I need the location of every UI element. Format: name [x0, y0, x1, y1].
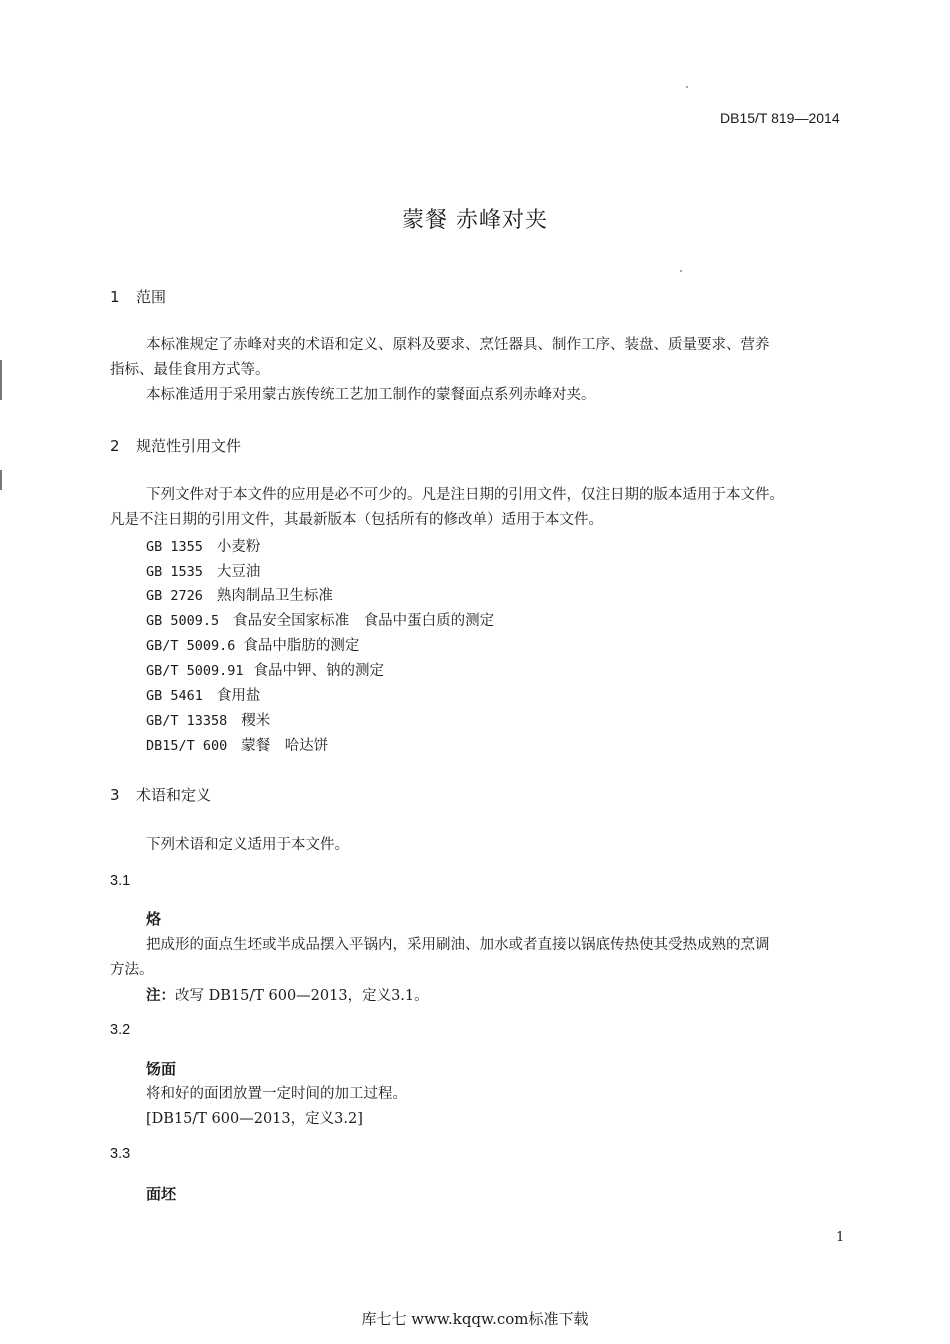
- reference-item: [146, 609, 494, 630]
- reference-title: 蒙餐 哈达饼: [241, 738, 329, 754]
- section-1-heading: [110, 286, 166, 307]
- scan-edge-mark: [0, 470, 2, 490]
- reference-code: GB/T 13358: [146, 713, 228, 729]
- term-number: 3.2: [110, 1022, 131, 1038]
- reference-code: GB 1535: [146, 564, 203, 580]
- section-title: 规范性引用文件: [136, 437, 242, 455]
- reference-title: 大豆油: [216, 564, 261, 580]
- term-source: [DB15/T 600—2013，定义3.2]: [146, 1111, 363, 1127]
- paragraph: 下列文件对于本文件的应用是必不可少的。凡是注日期的引用文件，仅注日期的版本适用于本文件。: [146, 487, 784, 503]
- reference-item: [146, 659, 384, 680]
- standard-number: DB15/T 819—2014: [720, 110, 840, 126]
- section-title: 术语和定义: [136, 786, 212, 804]
- section-2-heading: [110, 435, 241, 456]
- section-number: 1: [110, 288, 120, 306]
- term-definition: 将和好的面团放置一定时间的加工过程。: [146, 1086, 407, 1102]
- page-number: 1: [836, 1230, 845, 1245]
- term-title: 烙: [146, 910, 162, 928]
- reference-title: 食品中脂肪的测定: [243, 638, 360, 654]
- reference-code: GB 5461: [146, 688, 203, 704]
- reference-item: [146, 535, 260, 556]
- reference-code: GB 5009.5: [146, 613, 220, 629]
- reference-code: GB 1355: [146, 539, 203, 555]
- reference-title: 食品安全国家标准 食品中蛋白质的测定: [233, 613, 495, 629]
- section-title: 范围: [136, 288, 167, 306]
- reference-title: 食用盐: [216, 688, 261, 704]
- reference-code: GB/T 5009.6: [146, 638, 236, 654]
- reference-item: [146, 560, 260, 581]
- scan-speck: [686, 86, 688, 88]
- reference-item: [146, 584, 333, 605]
- scan-speck: [680, 270, 682, 272]
- reference-item: [146, 634, 359, 655]
- paragraph: 下列术语和定义适用于本文件。: [146, 837, 349, 853]
- paragraph: 本标准规定了赤峰对夹的术语和定义、原料及要求、烹饪器具、制作工序、装盘、质量要求、营养: [146, 337, 770, 353]
- note-text: 改写 DB15/T 600—2013，定义3.1。: [175, 988, 429, 1004]
- term-title: 面坯: [146, 1185, 177, 1203]
- scan-edge-mark: [0, 360, 2, 400]
- reference-code: GB 2726: [146, 588, 203, 604]
- term-title: 饧面: [146, 1060, 177, 1078]
- section-3-heading: [110, 784, 211, 805]
- section-number: 3: [110, 786, 120, 804]
- paragraph: 凡是不注日期的引用文件，其最新版本（包括所有的修改单）适用于本文件。: [110, 512, 603, 528]
- term-definition: 把成形的面点生坯或半成品摆入平锅内，采用刷油、加水或者直接以锅底传热使其受热成熟的烹调: [146, 937, 770, 953]
- footer-watermark: 库七七 www.kqqw.com标准下载: [361, 1310, 589, 1328]
- reference-item: [146, 684, 260, 705]
- paragraph: 本标准适用于采用蒙古族传统工艺加工制作的蒙餐面点系列赤峰对夹。: [146, 387, 596, 403]
- reference-title: 熟肉制品卫生标准: [216, 588, 333, 604]
- reference-title: 稷米: [241, 713, 271, 729]
- paragraph: 指标、最佳食用方式等。: [110, 362, 270, 378]
- reference-title: 食品中钾、钠的测定: [253, 663, 385, 679]
- reference-item: [146, 709, 270, 730]
- term-note: [146, 984, 429, 1005]
- note-label: 注：: [146, 988, 175, 1004]
- reference-title: 小麦粉: [216, 539, 261, 555]
- reference-item: [146, 734, 328, 755]
- term-number: 3.3: [110, 1146, 131, 1162]
- reference-code: GB/T 5009.91: [146, 663, 244, 679]
- reference-code: DB15/T 600: [146, 738, 228, 754]
- term-number: 3.1: [110, 873, 131, 889]
- term-definition: 方法。: [110, 962, 154, 978]
- page-title: 蒙餐 赤峰对夹: [402, 208, 548, 233]
- section-number: 2: [110, 437, 120, 455]
